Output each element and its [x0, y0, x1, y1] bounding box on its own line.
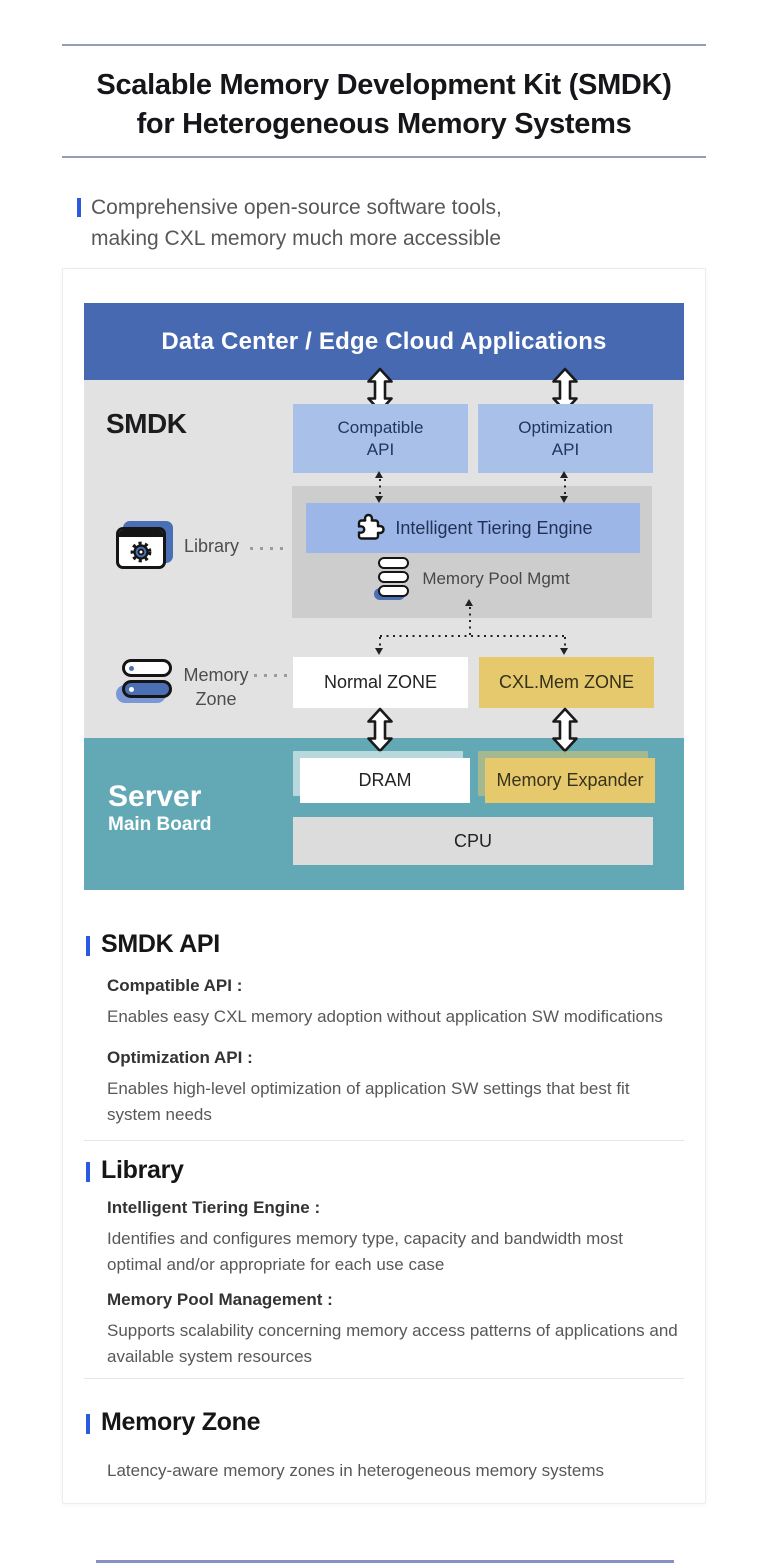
desc-optimization-api: Enables high-level optimization of application SW settings that best fit system needs	[107, 1079, 630, 1124]
compatible-api-label2: API	[366, 439, 395, 459]
smdk-label: SMDK	[106, 408, 187, 439]
pool-bar	[378, 571, 409, 583]
section-divider	[84, 1378, 684, 1379]
dotted-arrowhead-down	[560, 496, 568, 503]
dotted-arrowhead-down	[375, 496, 383, 503]
pool-bar	[378, 585, 409, 597]
tiering-engine-box	[306, 503, 640, 553]
cpu-label: CPU	[453, 830, 492, 851]
memory-zone-label-line1: Memory	[183, 665, 249, 685]
dotted-arrowhead-up	[465, 599, 473, 606]
term-optimization-api: Optimization API :	[107, 1048, 253, 1067]
memory-expander-box	[485, 758, 655, 803]
module-dot	[129, 687, 134, 692]
gear-icon	[119, 537, 163, 566]
memory-pool-label: Memory Pool Mgmt	[422, 569, 570, 588]
section-heading-memory-zone: Memory Zone	[101, 1408, 261, 1436]
subtitle-line2: making CXL memory much more accessible	[91, 227, 502, 250]
library-window-icon	[116, 527, 166, 569]
label-connector-dots	[250, 547, 290, 550]
title-divider	[62, 156, 706, 158]
dotted-arrowhead-down	[560, 648, 568, 655]
optimization-api-box	[478, 404, 653, 473]
term-memory-pool: Memory Pool Management :	[107, 1290, 333, 1309]
section-divider	[84, 1140, 684, 1141]
page-title-line1: Scalable Memory Development Kit (SMDK)	[96, 69, 672, 101]
subtitle	[91, 192, 502, 254]
dram-box	[300, 758, 470, 803]
dotted-connector	[379, 479, 381, 497]
server-label-line1: Server	[108, 780, 202, 813]
dotted-arrowhead-up	[560, 471, 568, 478]
memory-zone-label-line2: Zone	[195, 689, 237, 709]
term-tiering-engine: Intelligent Tiering Engine :	[107, 1198, 321, 1217]
section-heading-smdk-api: SMDK API	[101, 930, 220, 958]
term-compatible-api: Compatible API :	[107, 976, 243, 995]
section-accent-bar	[86, 936, 90, 956]
compatible-api-box	[293, 404, 468, 473]
memory-module	[122, 659, 172, 677]
module-dot	[129, 666, 134, 671]
desc-memory-pool: Supports scalability concerning memory access patterns of applications and available system resources	[107, 1321, 678, 1366]
memory-pool-icon	[374, 557, 410, 601]
pool-bar	[378, 557, 409, 569]
server-label	[108, 781, 211, 837]
subtitle-line1: Comprehensive open-source software tools,	[91, 196, 502, 219]
memory-pool-row	[292, 556, 652, 602]
puzzle-icon	[353, 512, 385, 544]
compatible-api-label: Compatible	[337, 417, 424, 437]
tiering-engine-label: Intelligent Tiering Engine	[395, 517, 593, 538]
dram-label: DRAM	[358, 770, 412, 790]
desc-memory-zone: Latency-aware memory zones in heterogeneous memory systems	[107, 1461, 604, 1480]
desc-compatible-api: Enables easy CXL memory adoption without application SW modifications	[107, 1007, 663, 1026]
window-titlebar	[119, 530, 163, 537]
label-connector-dots	[254, 674, 292, 677]
memory-zone-side-label	[180, 663, 252, 711]
subtitle-accent-bar	[77, 198, 81, 217]
cpu-box	[293, 817, 653, 865]
section-accent-bar	[86, 1414, 90, 1434]
double-arrow-icon	[552, 707, 578, 753]
memory-zone-icon	[116, 659, 174, 705]
top-divider	[62, 44, 706, 46]
library-side-label: Library	[184, 536, 240, 556]
page-title	[62, 66, 706, 144]
section-accent-bar	[86, 1162, 90, 1182]
dotted-connector	[469, 607, 471, 635]
optimization-api-label2: API	[551, 439, 580, 459]
desc-tiering-engine: Identifies and configures memory type, capacity and bandwidth most optimal and/or appropriate for each use case	[107, 1229, 623, 1274]
section-heading-library: Library	[101, 1156, 184, 1184]
dotted-arrowhead-down	[375, 648, 383, 655]
memory-expander-label: Memory Expander	[496, 770, 644, 790]
optimization-api-label: Optimization	[518, 417, 613, 437]
double-arrow-icon	[367, 707, 393, 753]
app-bar-label: Data Center / Edge Cloud Applications	[161, 327, 607, 355]
normal-zone-label: Normal ZONE	[323, 672, 437, 692]
server-label-line2: Main Board	[108, 814, 212, 835]
normal-zone-box	[293, 657, 468, 708]
cxl-zone-box	[479, 657, 654, 708]
dotted-connector	[564, 479, 566, 497]
dotted-connector-horizontal	[380, 635, 566, 637]
library-icon	[116, 521, 174, 570]
cxl-zone-label: CXL.Mem ZONE	[498, 672, 635, 692]
next-section-divider	[96, 1560, 674, 1563]
memory-module	[122, 680, 172, 698]
dotted-arrowhead-up	[375, 471, 383, 478]
page-title-line2: for Heterogeneous Memory Systems	[136, 108, 632, 140]
